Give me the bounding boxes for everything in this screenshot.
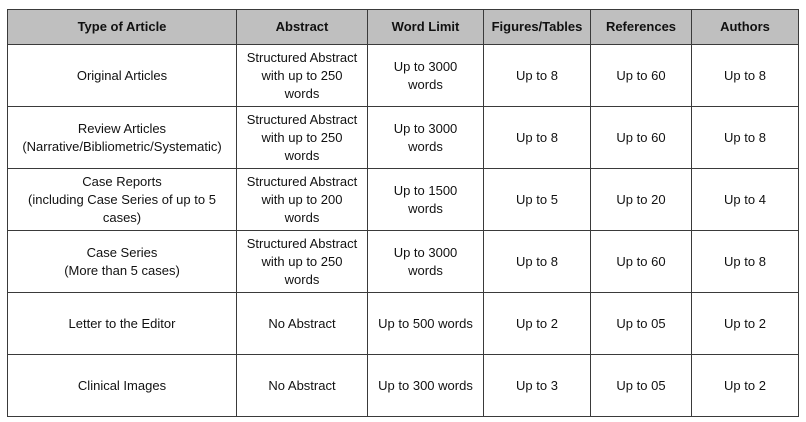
cell-abstract-line: Structured Abstract xyxy=(246,235,358,251)
cell-authors: Up to 2 xyxy=(692,355,799,417)
header-references: References xyxy=(591,10,692,45)
cell-abstract-line: Structured Abstract xyxy=(246,111,358,127)
cell-type-of-article-line: Clinical Images xyxy=(77,377,167,393)
cell-abstract-line: words xyxy=(284,85,320,101)
cell-abstract-line: with up to 250 xyxy=(261,253,343,269)
cell-word-limit-line: Up to 3000 xyxy=(393,120,458,136)
cell-authors: Up to 4 xyxy=(692,169,799,231)
cell-type-of-article-line: (Narrative/Bibliometric/Systematic) xyxy=(22,138,222,154)
cell-abstract-line: words xyxy=(284,271,320,287)
cell-references: Up to 60 xyxy=(591,45,692,107)
cell-figures-tables: Up to 8 xyxy=(484,107,591,169)
header-type-of-article: Type of Article xyxy=(8,10,237,45)
cell-type-of-article xyxy=(8,231,237,293)
cell-figures-tables: Up to 3 xyxy=(484,355,591,417)
cell-word-limit-line: Up to 3000 xyxy=(393,244,458,260)
cell-type-of-article-line: cases) xyxy=(102,209,142,225)
cell-type-of-article xyxy=(8,355,237,417)
cell-type-of-article-line: Case Series xyxy=(86,244,158,260)
header-abstract: Abstract xyxy=(237,10,368,45)
cell-abstract-line: No Abstract xyxy=(268,315,336,331)
cell-type-of-article-line: (including Case Series of up to 5 xyxy=(28,191,216,207)
cell-references: Up to 05 xyxy=(591,293,692,355)
table-row xyxy=(8,107,799,169)
cell-abstract-line: with up to 250 xyxy=(261,129,343,145)
cell-word-limit-line: words xyxy=(408,76,443,92)
cell-word-limit-line: words xyxy=(408,138,443,154)
cell-figures-tables: Up to 8 xyxy=(484,45,591,107)
cell-abstract xyxy=(237,293,368,355)
table-row xyxy=(8,355,799,417)
cell-abstract-line: Structured Abstract xyxy=(246,49,358,65)
cell-word-limit-line: Up to 1500 xyxy=(393,182,458,198)
cell-type-of-article xyxy=(8,293,237,355)
header-word-limit: Word Limit xyxy=(368,10,484,45)
cell-authors: Up to 2 xyxy=(692,293,799,355)
header-figures-tables: Figures/Tables xyxy=(484,10,591,45)
cell-word-limit-line: Up to 3000 xyxy=(393,58,458,74)
cell-word-limit xyxy=(368,355,484,417)
cell-references: Up to 20 xyxy=(591,169,692,231)
cell-word-limit-line: Up to 300 words xyxy=(378,377,473,393)
cell-word-limit xyxy=(368,107,484,169)
cell-figures-tables: Up to 8 xyxy=(484,231,591,293)
cell-authors: Up to 8 xyxy=(692,45,799,107)
cell-references: Up to 60 xyxy=(591,231,692,293)
cell-type-of-article-line: Case Reports xyxy=(82,173,162,189)
cell-references: Up to 05 xyxy=(591,355,692,417)
cell-type-of-article-line: Review Articles xyxy=(77,120,167,136)
cell-word-limit xyxy=(368,45,484,107)
cell-word-limit-line: words xyxy=(408,262,443,278)
table-row xyxy=(8,231,799,293)
cell-authors: Up to 8 xyxy=(692,231,799,293)
cell-word-limit xyxy=(368,231,484,293)
cell-abstract xyxy=(237,355,368,417)
cell-abstract-line: with up to 200 xyxy=(261,191,343,207)
cell-word-limit-line: Up to 500 words xyxy=(378,315,473,331)
cell-word-limit xyxy=(368,169,484,231)
cell-abstract-line: No Abstract xyxy=(268,377,336,393)
table-row xyxy=(8,293,799,355)
cell-abstract-line: with up to 250 xyxy=(261,67,343,83)
cell-authors: Up to 8 xyxy=(692,107,799,169)
cell-word-limit-line: words xyxy=(408,200,443,216)
article-types-table-wrapper xyxy=(7,9,799,417)
cell-abstract xyxy=(237,169,368,231)
cell-type-of-article-line: Letter to the Editor xyxy=(68,315,176,331)
cell-abstract-line: Structured Abstract xyxy=(246,173,358,189)
cell-abstract-line: words xyxy=(284,147,320,163)
cell-references: Up to 60 xyxy=(591,107,692,169)
cell-type-of-article xyxy=(8,107,237,169)
cell-abstract xyxy=(237,231,368,293)
cell-figures-tables: Up to 2 xyxy=(484,293,591,355)
table-body xyxy=(8,45,799,417)
cell-abstract xyxy=(237,45,368,107)
cell-abstract-line: words xyxy=(284,209,320,225)
table-row xyxy=(8,169,799,231)
cell-type-of-article xyxy=(8,169,237,231)
cell-type-of-article xyxy=(8,45,237,107)
table-row xyxy=(8,45,799,107)
cell-type-of-article-line: Original Articles xyxy=(76,67,168,83)
cell-type-of-article-line: (More than 5 cases) xyxy=(64,262,180,278)
cell-word-limit xyxy=(368,293,484,355)
header-authors: Authors xyxy=(692,10,799,45)
cell-figures-tables: Up to 5 xyxy=(484,169,591,231)
cell-abstract xyxy=(237,107,368,169)
article-types-table xyxy=(7,9,799,417)
table-header-row xyxy=(8,10,799,45)
